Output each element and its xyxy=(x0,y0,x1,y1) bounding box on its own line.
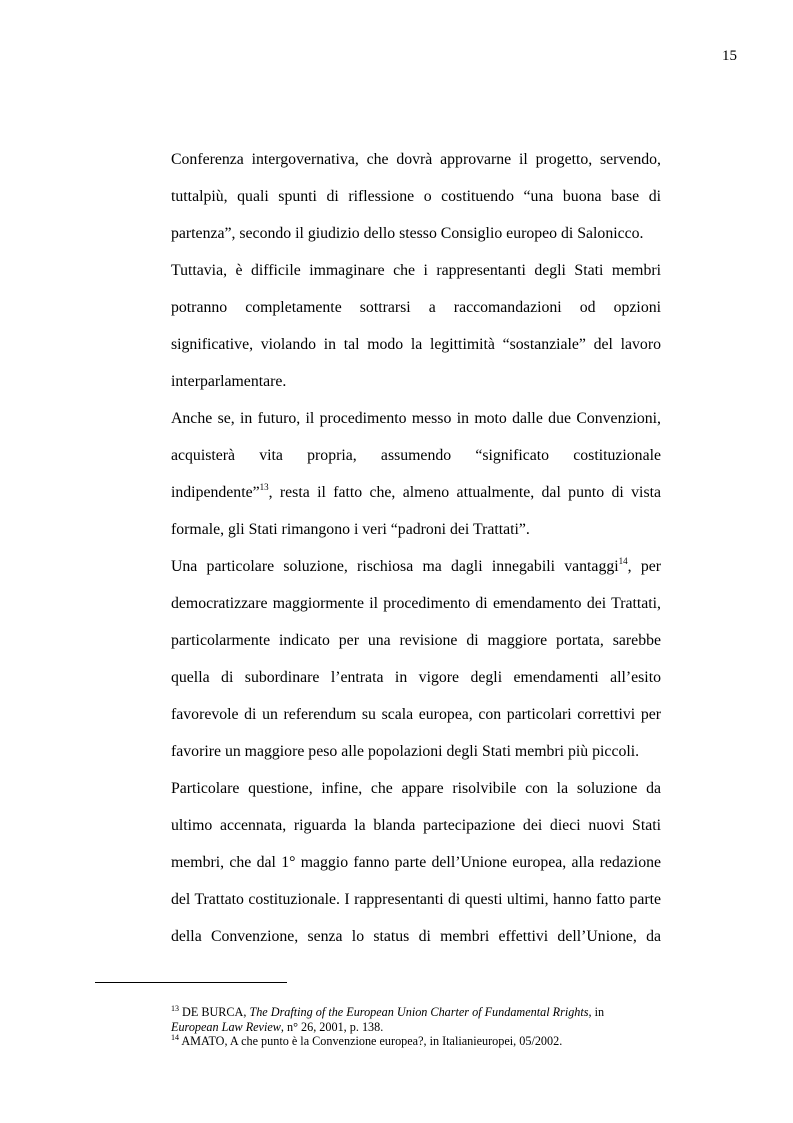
paragraph-3-text-b: , resta il fatto che, almeno attualmente, dal punto di vista formale, gli Stati rimangono i veri “padroni dei Trattati”. xyxy=(171,484,661,538)
footnote-ref-14[interactable]: 14 xyxy=(618,556,628,566)
footnote-13-rest: , n° 26, 2001, p. 138. xyxy=(280,1019,384,1034)
footnote-ref-13[interactable]: 13 xyxy=(259,482,269,492)
paragraph-3-text-a: Anche se, in futuro, il procedimento messo in moto dalle due Convenzioni, acquisterà vita propria, assumendo “significato costituzionale indipendente” xyxy=(171,410,661,501)
paragraph-2: Tuttavia, è difficile immaginare che i rappresentanti degli Stati membri potranno completamente sottrarsi a raccomandazioni od opzioni significative, violando in tal modo la legittimità “sostanziale” del lavoro interparlamentare. xyxy=(171,262,661,390)
footnote-separator xyxy=(95,982,287,983)
footnotes xyxy=(171,1005,661,1049)
paragraph-1: Conferenza intergovernativa, che dovrà approvarne il progetto, servendo, tuttalpiù, quali spunti di riflessione o costituendo “una buona base di partenza”, secondo il giudizio dello stesso Consiglio europeo di Salonicco. xyxy=(171,151,661,242)
footnote-14-text: AMATO, A che punto è la Convenzione europea?, in Italianieuropei, 05/2002. xyxy=(181,1034,563,1049)
footnote-14 xyxy=(171,1034,661,1049)
footnote-13-author: DE BURCA, xyxy=(182,1005,250,1019)
footnote-13 xyxy=(171,1005,661,1034)
paragraph-3 xyxy=(171,400,661,548)
paragraph-4 xyxy=(171,548,661,770)
footnote-13-number: 13 xyxy=(171,1004,179,1013)
footnote-13-title: The Drafting of the European Union Charter of Fundamental Rrights, xyxy=(249,1005,592,1019)
paragraph-4-text-b: , per democratizzare maggiormente il procedimento di emendamento dei Trattati, particolarmente indicato per una revisione di maggiore portata, sarebbe quella di subordinare l’entrata in vigore degli emendamenti all’esito favorevole di un referendum su scala europea, con particolari correttivi per favorire un maggiore peso alle popolazioni degli Stati membri più piccoli. xyxy=(171,558,661,760)
footnote-14-number: 14 xyxy=(171,1033,179,1043)
page-number: 15 xyxy=(722,48,737,64)
footnote-13-mid: in xyxy=(591,1005,605,1019)
paragraph-5: Particolare questione, infine, che appare risolvibile con la soluzione da ultimo accennata, riguarda la blanda partecipazione dei dieci nuovi Stati membri, che dal 1° maggio fanno parte dell’Unione europea, alla redazione del Trattato costituzionale. I rappresentanti di questi ultimi, hanno fatto parte della Convenzione, senza lo status di membri effettivi dell’Unione, da xyxy=(171,780,661,945)
footnote-13-journal: European Law Review xyxy=(171,1019,281,1034)
paragraph-4-text-a: Una particolare soluzione, rischiosa ma dagli innegabili vantaggi xyxy=(171,558,619,575)
main-text xyxy=(171,141,661,955)
